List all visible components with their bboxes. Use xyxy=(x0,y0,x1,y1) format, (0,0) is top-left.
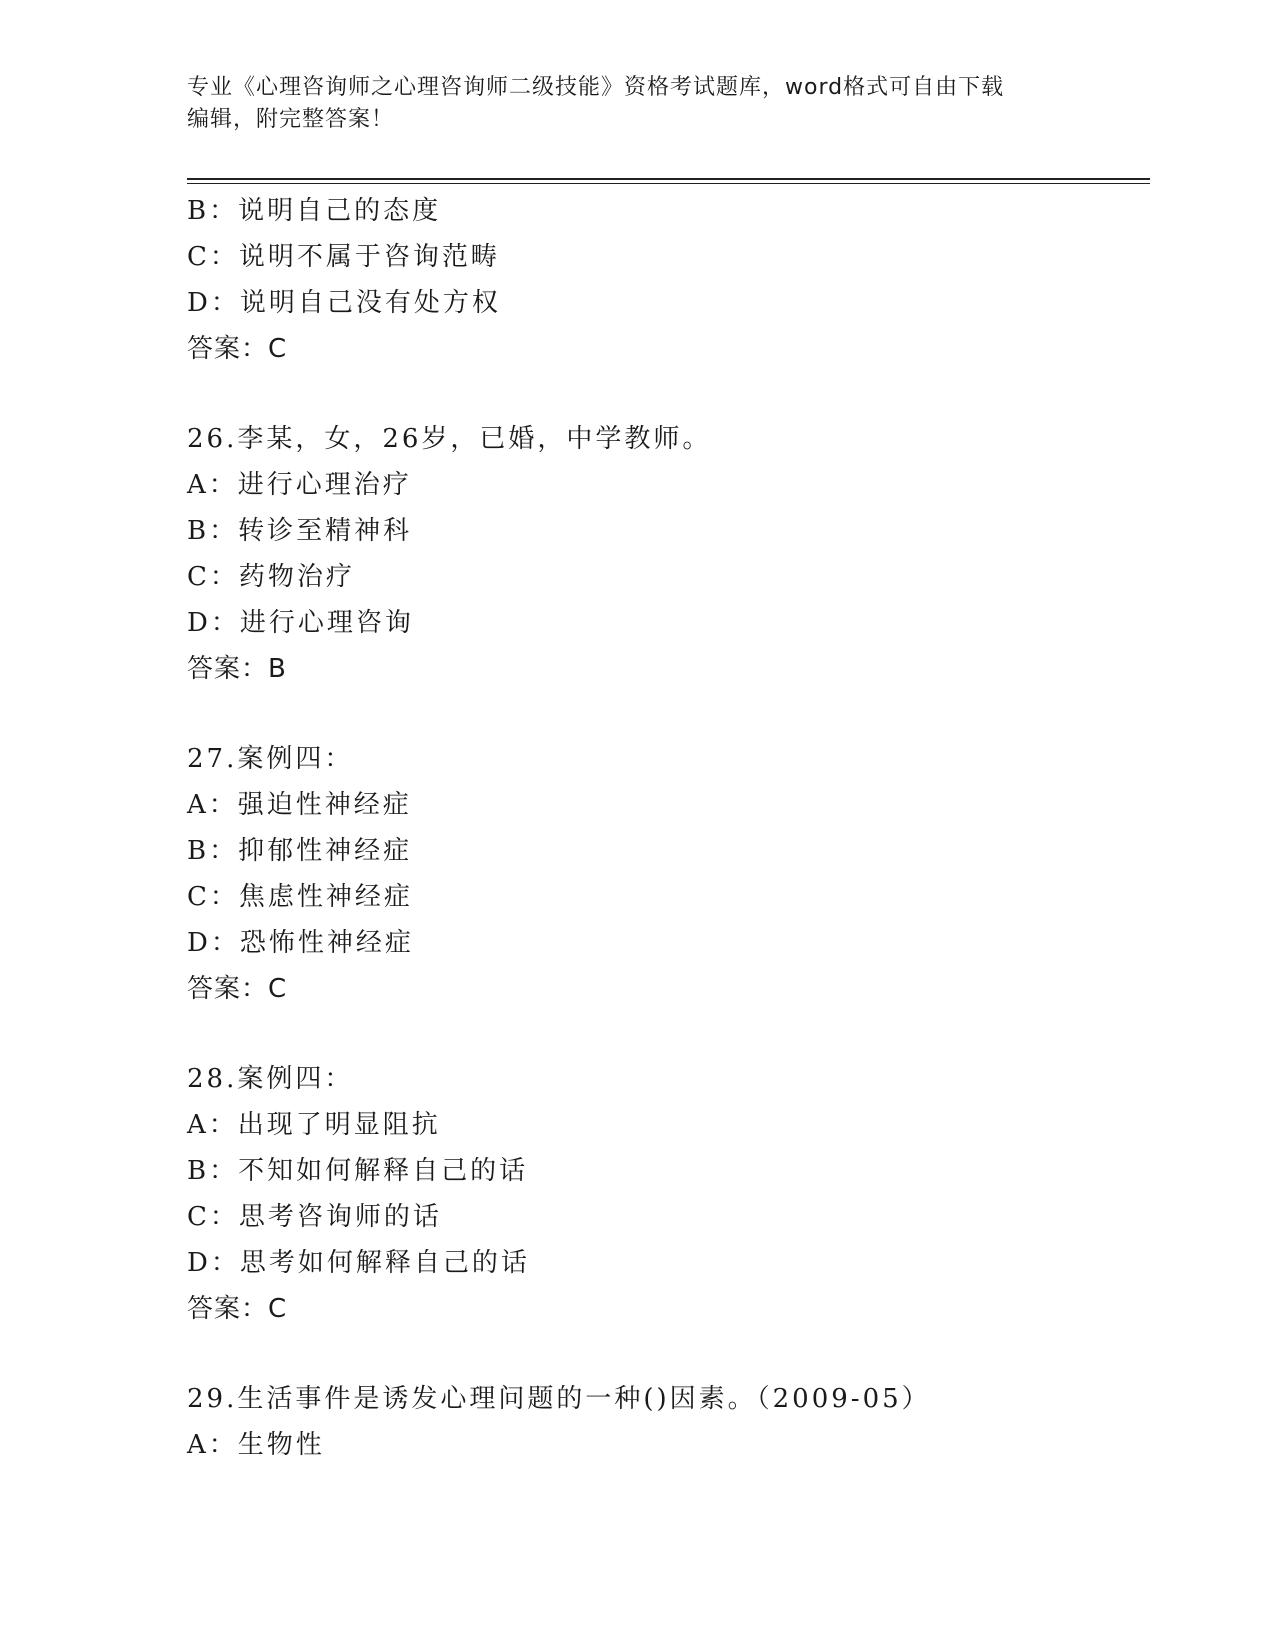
option-a: A：进行心理治疗 xyxy=(187,470,412,500)
option-d: D：恐怖性神经症 xyxy=(187,928,414,958)
header-rule-thick xyxy=(187,178,1150,180)
question-27 xyxy=(187,736,1150,1012)
header-rule-thin xyxy=(187,183,1150,184)
header-line-1: 专业《心理咨询师之心理咨询师二级技能》资格考试题库，word格式可自由下载 xyxy=(187,75,1005,100)
option-b: B：抑郁性神经症 xyxy=(187,836,413,866)
option-b: B：说明自己的态度 xyxy=(187,196,442,226)
option-a: A：出现了明显阻抗 xyxy=(187,1110,441,1140)
question-stem: 27.案例四： xyxy=(187,744,354,774)
question-stem: 26.李某，女，26岁，已婚，中学教师。 xyxy=(187,424,712,454)
option-b: B：转诊至精神科 xyxy=(187,516,413,546)
answer: 答案：B xyxy=(187,654,287,684)
question-26 xyxy=(187,416,1150,692)
question-29 xyxy=(187,1376,1150,1468)
question-stem: 28.案例四： xyxy=(187,1064,354,1094)
option-d: D：进行心理咨询 xyxy=(187,608,414,638)
option-a: A：生物性 xyxy=(187,1430,325,1460)
option-b: B：不知如何解释自己的话 xyxy=(187,1156,529,1186)
document-header xyxy=(187,72,1087,136)
option-c: C：说明不属于咨询范畴 xyxy=(187,242,500,272)
question-25 xyxy=(187,188,1150,372)
question-list xyxy=(187,188,1150,1468)
question-28 xyxy=(187,1056,1150,1332)
option-c: C：思考咨询师的话 xyxy=(187,1202,442,1232)
option-c: C：药物治疗 xyxy=(187,562,355,592)
answer: 答案：C xyxy=(187,1294,288,1324)
option-d: D：思考如何解释自己的话 xyxy=(187,1248,530,1278)
answer: 答案：C xyxy=(187,974,288,1004)
answer: 答案：C xyxy=(187,334,288,364)
question-stem: 29.生活事件是诱发心理问题的一种()因素。（2009-05） xyxy=(187,1384,931,1414)
option-d: D：说明自己没有处方权 xyxy=(187,288,501,318)
option-a: A：强迫性神经症 xyxy=(187,790,412,820)
header-line-2: 编辑，附完整答案！ xyxy=(187,107,395,132)
option-c: C：焦虑性神经症 xyxy=(187,882,413,912)
